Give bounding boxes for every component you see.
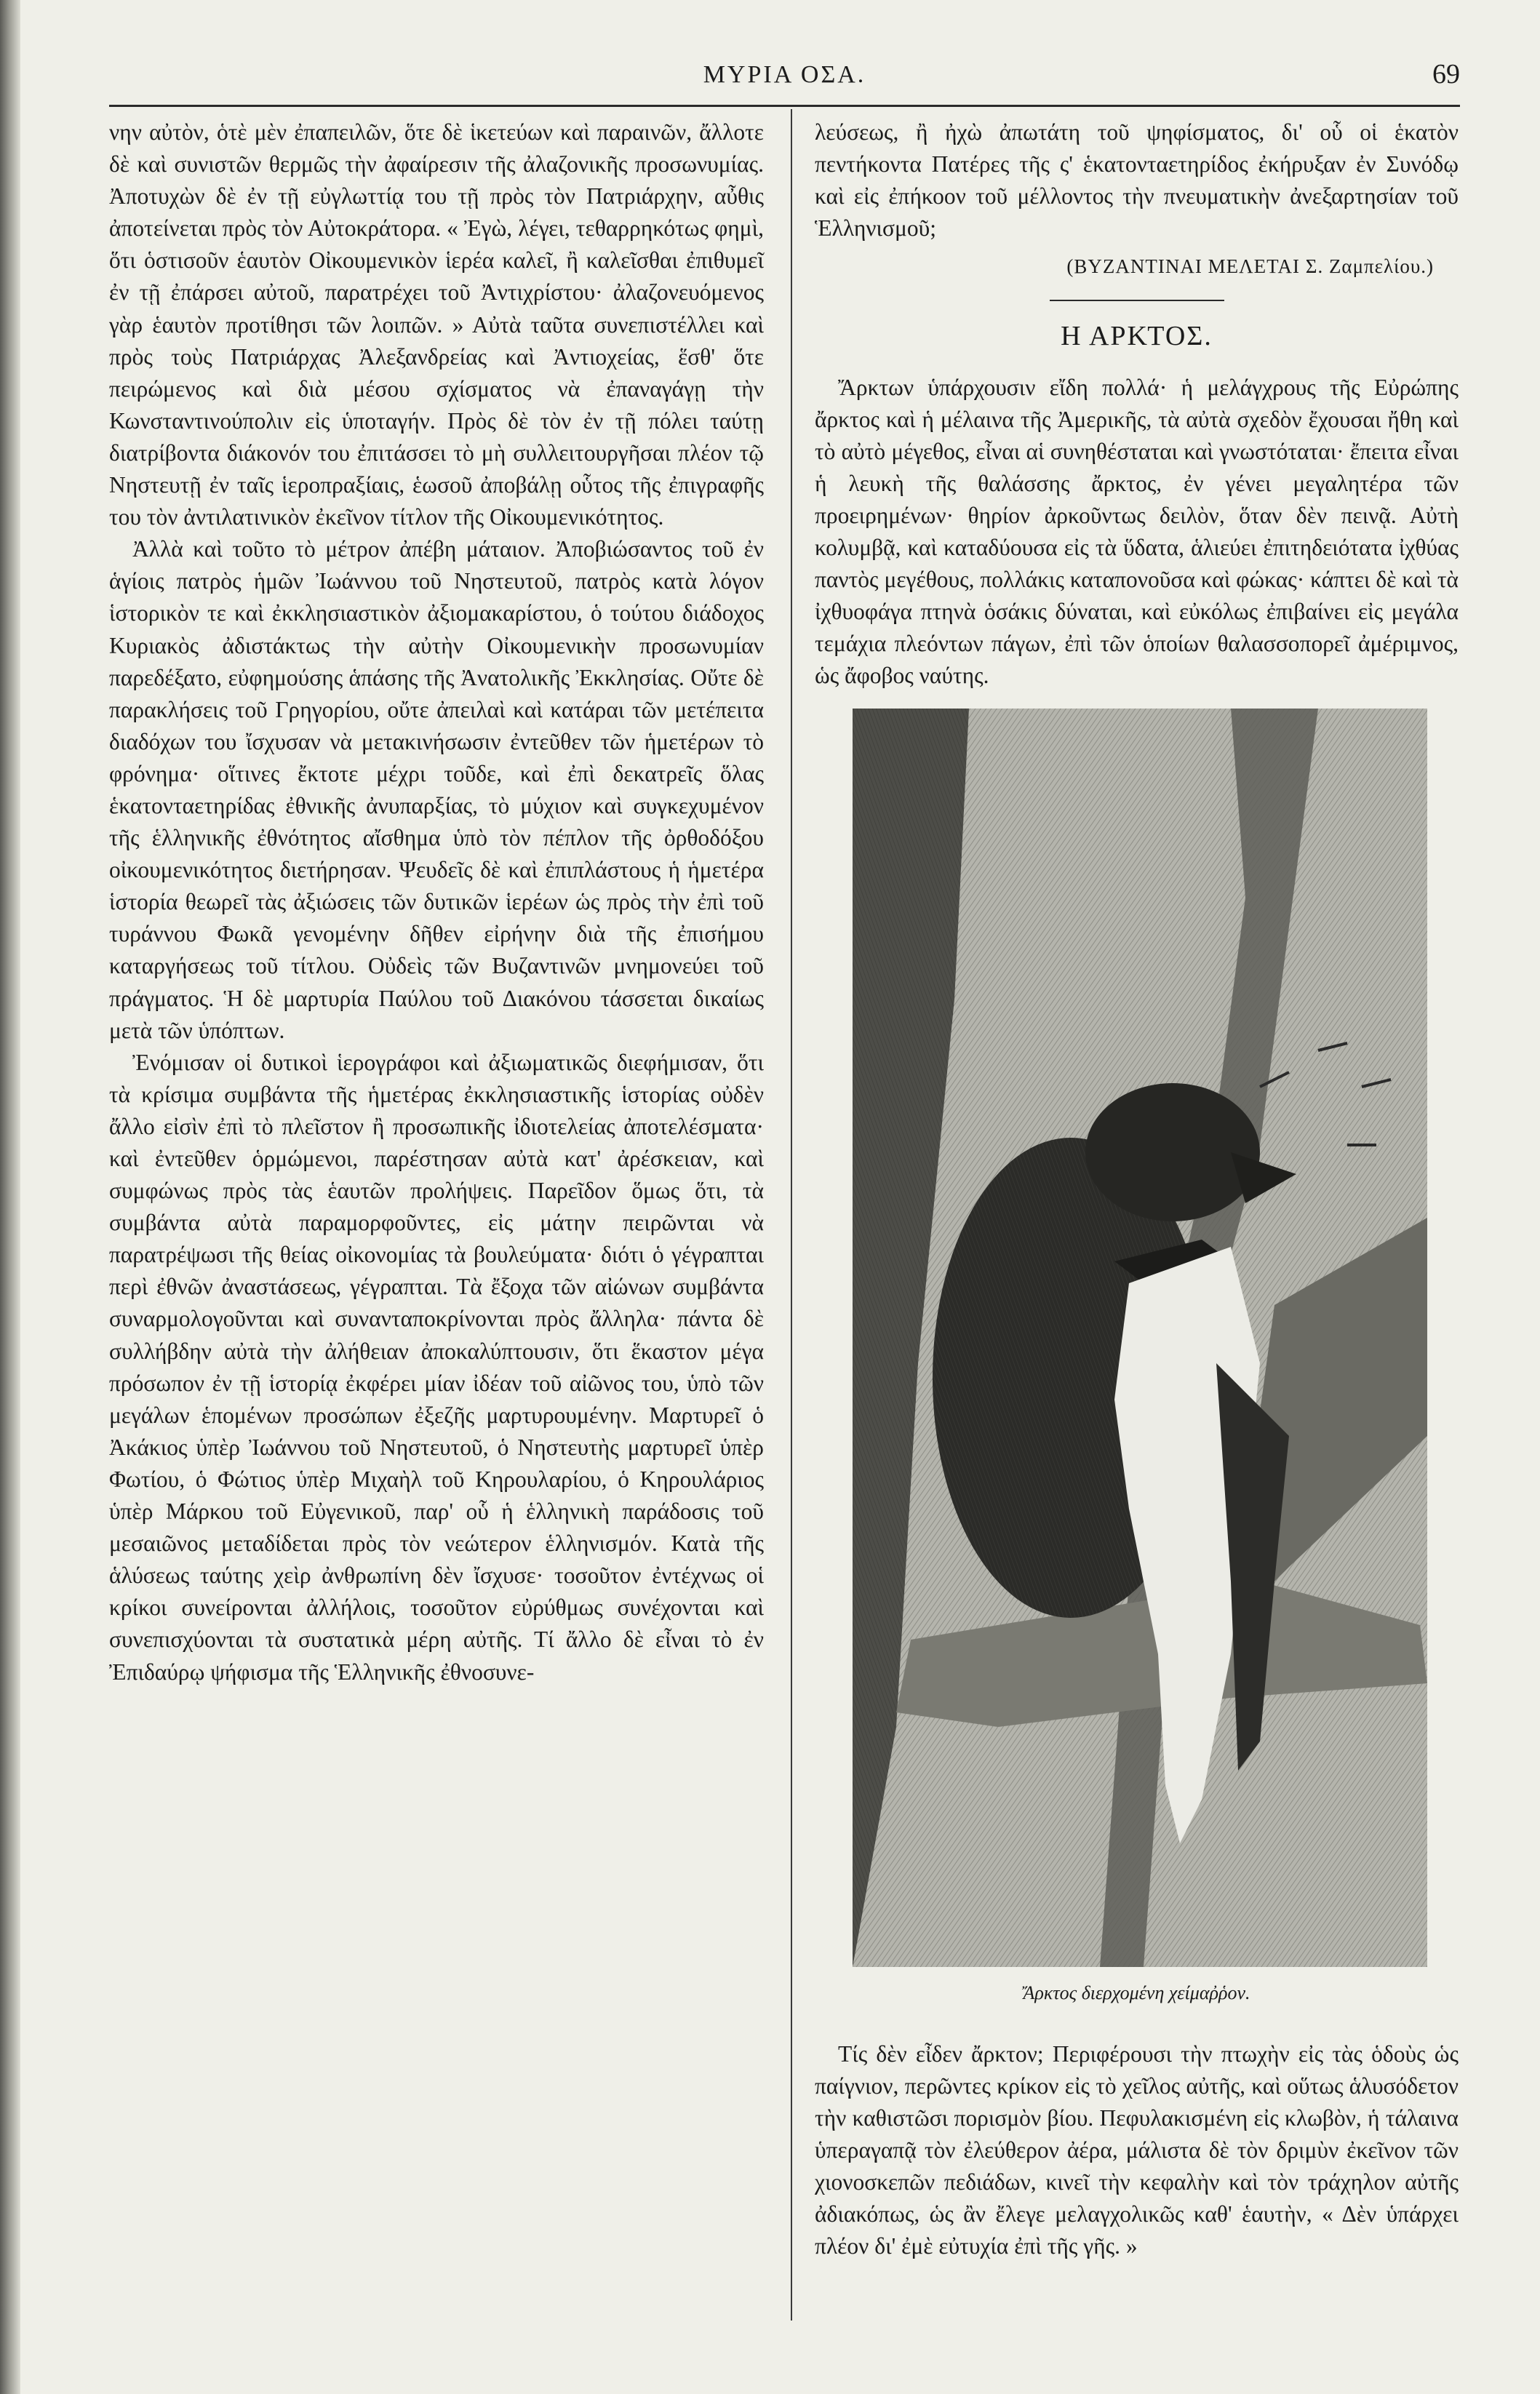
left-paragraph-1: νην αὐτὸν, ὁτὲ μὲν ἐπαπειλῶν, ὅτε δὲ ἱκετεύων καὶ παραινῶν, ἄλλοτε δὲ καὶ συνιστῶν θερμῶς τὴν ἀφαίρεσιν τῆς ἀλαζονικῆς προσωνυμίας. Ἀποτυχὼν δὲ ἐν τῇ εὐγλωττίᾳ του τῇ πρὸς τὸν Πατριάρχην, αὖθις ἀποτείνεται πρὸς τὸν Αὐτοκράτορα. « Ἐγὼ, λέγει, τεθαρρηκότως φημὶ, ὅτι ὁστισοῦν ἑαυτὸν Οἰκουμενικὸν ἱερέα καλεῖ, ἢ καλεῖσθαι ἐπιθυμεῖ ἐν τῇ ἐπάρσει αὐτοῦ, παρατρέχει τοῦ Ἀντιχρίστου· ἀλαζονευόμενος γὰρ ἑαυτὸν προτίθησι τῶν λοιπῶν. » Αὐτὰ ταῦτα συνεπιστέλλει καὶ πρὸς τοὺς Πατριάρχας Ἀλεξανδρείας καὶ Ἀντιοχείας, ἕσθ' ὅτε πειρώμενος καὶ διὰ μέσου σχίσματος νὰ ἐπαναγάγῃ τὴν Κωνσταντινούπολιν εἰς ὑποταγήν. Πρὸς δὲ τὸν ἐν τῇ πόλει ταύτῃ διατρίβοντα διάκονόν του ἐπιτάσσει τὸ μὴ συλλειτουργῆσαι πλέον τῷ Νηστευτῇ ἐν ταῖς ἱεροπραξίαις, ἑωσοῦ ἀποβάλῃ οὗτος τῆς ἐπιγραφῆς του τὸν ἀντιλατινικὸν ἐκεῖνον τίτλον τῆς Οἰκουμενικότητος.	[109, 119, 764, 530]
page-number: 69	[1432, 59, 1460, 89]
column-divider	[791, 109, 792, 2321]
article-signature: (ΒΥΖΑΝΤΙΝΑΙ ΜΕΛΕΤΑΙ Σ. Ζαμπελίου.)	[1066, 255, 1434, 278]
bear-closing-paragraph: Τίς δὲν εἶδεν ἄρκτον; Περιφέρουσι τὴν πτωχὴν εἰς τὰς ὁδοὺς ὡς παίγνιον, περῶντες κρίκον εἰς τὸ χεῖλος αὐτῆς, καὶ οὕτως ἁλυσόδετον τὴν καθιστῶσι πορισμὸν βίου. Πεφυλακισμένη εἰς κλωβὸν, ἡ τάλαινα ὑπεραγαπᾷ τὸν ἐλεύθερον ἀέρα, μάλιστα δὲ τὸν δριμὺν ἐκεῖνον τῶν χιονοσκεπῶν πεδιάδων, κινεῖ τὴν κεφαλὴν καὶ τὸν τράχηλον αὐτῆς ἀδιακόπως, ὡς ἂν ἔλεγε μελαγχολικῶς καθ' ἑαυτὴν, « Δὲν ὑπάρχει πλέον δι' ἐμὲ εὐτυχία ἐπὶ τῆς γῆς. »	[815, 2040, 1459, 2259]
left-paragraph-2: Ἀλλὰ καὶ τοῦτο τὸ μέτρον ἀπέβη μάταιον. Ἀποβιώσαντος τοῦ ἐν ἁγίοις πατρὸς ἡμῶν Ἰωάννου τοῦ Νηστευτοῦ, πατρὸς κατὰ λόγον ἱστορικὸν τε καὶ ἐκκλησιαστικὸν ἀξιομακαρίστου, ὁ τούτου διάδοχος Κυριακὸς ἀδιστάκτως τὴν αὐτὴν Οἰκουμενικὴν προσωνυμίαν παρεδέξατο, εὐφημούσης ἁπάσης τῆς Ἀνατολικῆς Ἐκκλησίας. Οὔτε δὲ παρακλήσεις τοῦ Γρηγορίου, οὔτε ἀπειλαὶ καὶ κατάραι τῶν μετέπειτα διαδόχων του ἴσχυσαν νὰ μετακινήσωσιν ἐντεῦθεν τῶν ἡμετέρων τὸ φρόνημα· οἵτινες ἔκτοτε μέχρι τοῦδε, καὶ ἐπὶ δεκατρεῖς ὅλας ἑκατονταετηρίδας ἐθνικῆς ἀνυπαρξίας, τὸ μύχιον καὶ συγκεχυμένον τῆς ἑλληνικῆς ἐθνότητος αἴσθημα ὑπὸ τὸν πέπλον τῆς ὀρθοδόξου οἰκουμενικότητος διετήρησαν. Ψευδεῖς δὲ καὶ ἐπιπλάστους ἡ ἡμετέρα ἱστορία θεωρεῖ τὰς ἀξιώσεις τῶν δυτικῶν ἱερέων ὡς πρὸς τὴν ἐπὶ τοῦ τυράννου Φωκᾶ γενομένην δῆθεν εἰρήνην διὰ τῆς ἐπισήμου καταργήσεως τοῦ τίτλου. Οὐδεὶς τῶν Βυζαντινῶν μνημονεύει τοῦ πράγματος. Ἡ δὲ μαρτυρία Παύλου τοῦ Διακόνου τάσσεται δικαίως μετὰ τῶν ὑπόπτων.	[109, 536, 764, 1043]
binding-edge	[0, 0, 20, 2394]
page-header	[109, 57, 1460, 97]
section-title: Η ΑΡΚΤΟΣ.	[1061, 321, 1213, 352]
running-title: ΜΥΡΙΑ ΟΣΑ.	[703, 61, 866, 88]
section-separator	[1050, 300, 1224, 301]
header-rule	[109, 105, 1460, 107]
figure-caption: Ἄρκτος διερχομένη χείμαῤῥον.	[1023, 1982, 1250, 2003]
left-paragraph-3: Ἐνόμισαν οἱ δυτικοὶ ἱερογράφοι καὶ ἀξιωματικῶς διεφήμισαν, ὅτι τὰ κρίσιμα συμβάντα τῆς ἡμετέρας ἐκκλησιαστικῆς ἱστορίας οὐδὲν ἄλλο εἰσὶν ἐπὶ τὸ πλεῖστον ἢ προσωπικῆς ἰδιοτελείας ἀποτελέσματα· καὶ ἐντεῦθεν ὁρμώμενοι, παρέστησαν αὐτὰ κατ' ἀρέσκειαν, καὶ συμφώνως πρὸς τὰς ἑαυτῶν προλήψεις. Παρεῖδον ὅμως ὅτι, τὰ συμβάντα αὐτὰ παραμορφοῦντες, εἰς μάτην πειρῶνται νὰ παρατρέψωσι τῆς θείας οἰκονομίας τὰ βουλεύματα· διότι ὁ γέγραπται περὶ ἐθνῶν ἀναστάσεως, γέγραπται. Τὰ ἔξοχα τῶν αἰώνων συμβάντα συναρμολογοῦνται καὶ συνανταποκρίνονται πρὸς ἄλληλα· πάντα δὲ συλλήβδην αὐτὰ τὴν ἀλήθειαν ἀποκαλύπτουσιν, ὅτι ἕκαστον μέγα πρόσωπον ἐν τῇ ἱστορίᾳ ἐκφέρει μίαν ἰδέαν τοῦ αἰῶνος του, ὑπὸ τῶν μεγάλων ἑπομένων προσώπων ἐξεζῆς μαρτυρουμένην. Μαρτυρεῖ ὁ Ἀκάκιος ὑπὲρ Ἰωάννου τοῦ Νηστευτοῦ, ὁ Νηστευτὴς μαρτυρεῖ ὑπὲρ Φωτίου, ὁ Φώτιος ὑπὲρ Μιχαὴλ τοῦ Κηρουλαρίου, ὁ Κηρουλάριος ὑπὲρ Μάρκου τοῦ Εὐγενικοῦ, παρ' οὗ ἡ ἑλληνικὴ παράδοσις τοῦ μεσαιῶνος μεταδίδεται πρὸς τὸν νεώτερον ἑλληνισμόν. Κατὰ τῆς ἁλύσεως ταύτης χεὶρ ἀνθρωπίνη δὲν ἴσχυσε· τοσοῦτον ἐντέχνως οἱ κρίκοι συνείρονται ἀλλήλοις, τοσοῦτον εὐρύθμως συνέχονται καὶ συνεπισχύονται τὰ συστατικὰ μέρη αὐτῆς. Τί ἄλλο δὲ εἶναι τὸ ἐν Ἐπιδαύρῳ ψήφισμα τῆς Ἑλληνικῆς ἐθνοσυνε-	[109, 1049, 764, 1685]
bear-head	[1085, 1083, 1260, 1221]
bear-article-paragraph: Ἄρκτων ὑπάρχουσιν εἴδη πολλά· ἡ μελάγχρους τῆς Εὐρώπης ἄρκτος καὶ ἡ μέλαινα τῆς Ἀμερικῆς, τὰ αὐτὰ σχεδὸν ἔχουσαι ἤθη καὶ τὸ αὐτὸ μέγεθος, εἶναι αἱ συνηθέσταται καὶ γνωστόταται· ἔπειτα εἶναι ἡ λευκὴ τῆς θαλάσσης ἄρκτος, ἐν γένει μεγαλητέρα τῶν προειρημένων· θηρίον ἀρκοῦντως δειλὸν, ὅταν δὲν πεινᾷ. Αὐτὴ κολυμβᾷ, καὶ καταδύουσα εἰς τὰ ὕδατα, ἁλιεύει ἐπιτηδειότατα ἰχθύας παντὸς μεγέθους, πολλάκις καταπονοῦσα καὶ φώκας· κάπτει δὲ καὶ τὰ ἰχθυοφάγα πτηνὰ ὁσάκις δύναται, καὶ εὐκόλως ἐπιβαίνει εἰς μεγάλα τεμάχια πλεόντων πάγων, ἐπὶ τῶν ὁποίων θαλασσοπορεῖ ἀμέριμνος, ὡς ἄφοβος ναύτης.	[815, 374, 1459, 689]
right-column	[815, 116, 1459, 2262]
left-column	[109, 116, 764, 1688]
bear-engraving-illustration	[853, 709, 1427, 1967]
engraving-artwork	[853, 709, 1427, 1967]
right-continuation: λεύσεως, ἢ ἠχὼ ἀπωτάτη τοῦ ψηφίσματος, δι' οὗ οἱ ἑκατὸν πεντήκοντα Πατέρες τῆς ς' ἑκατονταετηρίδος ἐκήρυξαν ἐν Συνόδῳ καὶ εἰς ἐπήκοον τοῦ μέλλοντος τὴν πνευματικὴν ἀνεξαρτησίαν τοῦ Ἑλληνισμοῦ;	[815, 119, 1459, 242]
